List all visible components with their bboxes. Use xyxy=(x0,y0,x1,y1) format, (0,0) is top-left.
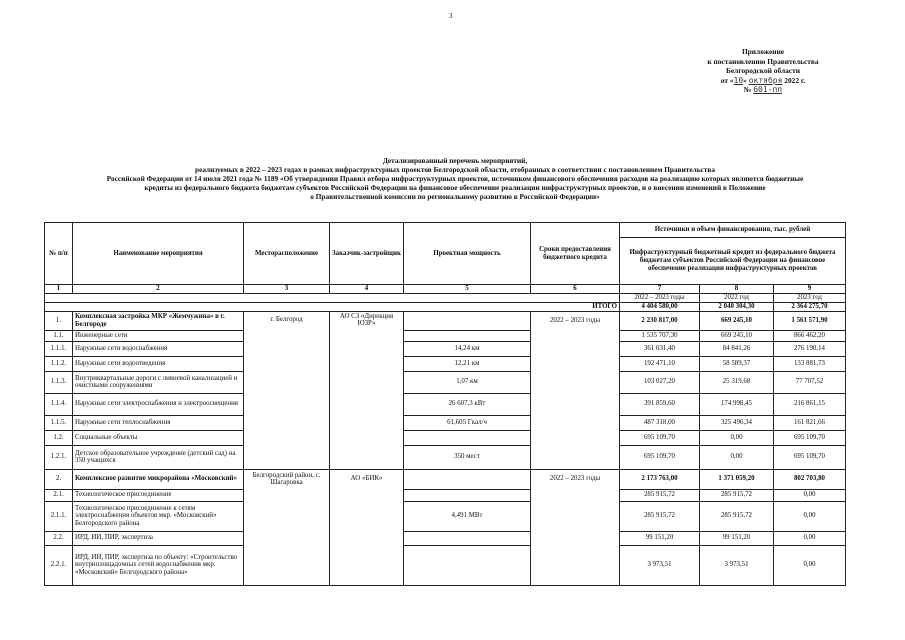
row-value: 1 535 707,30 xyxy=(620,330,700,341)
row-terms: 2022 – 2023 годы xyxy=(531,469,620,585)
row-value: 99 151,20 xyxy=(620,531,700,545)
date-day: 10 xyxy=(733,75,744,85)
row-value: 3 973,51 xyxy=(700,545,774,585)
number-prefix: № xyxy=(743,85,754,95)
row-value: 0,00 xyxy=(700,430,774,445)
row-value: 0,00 xyxy=(774,545,846,585)
row-value: 285 915,72 xyxy=(700,489,774,501)
row-name: Внутриквартальные дороги с ливневой канализацией и очистными сооружениями xyxy=(73,371,244,393)
row-value: 695 109,70 xyxy=(620,430,700,445)
total-label: ИТОГО xyxy=(45,302,620,311)
appendix-line-1: Приложение xyxy=(741,47,785,56)
col-number: 4 xyxy=(330,285,404,294)
date-prefix: от « xyxy=(720,75,734,85)
row-num: 2.1.1. xyxy=(45,501,73,531)
title-line-2: реализуемых в 2022 – 2023 годах в рамках инфраструктурных проектов Белгородской области, отобранных в соответствии с постановлением Правительства xyxy=(195,164,715,174)
row-value: 2 173 763,00 xyxy=(620,469,700,489)
row-name: Детское образовательное учреждение (детский сад) на 350 учащихся xyxy=(73,445,244,469)
table-row xyxy=(45,489,846,501)
row-value: 2 230 817,00 xyxy=(620,311,700,330)
total-value: 2 364 275,70 xyxy=(774,302,846,311)
title-line-5: о Правительственной комиссии по региональному развитию в Российской Федерации» xyxy=(310,191,600,201)
col-number: 2 xyxy=(73,285,244,294)
title-line-1: Детализированный перечень мероприятий, xyxy=(382,156,528,165)
row-value: 0,00 xyxy=(700,445,774,469)
date-month: октября xyxy=(748,75,783,85)
row-value: 216 861,15 xyxy=(774,393,846,415)
row-num: 2.2.1. xyxy=(45,545,73,585)
row-num: 2.1. xyxy=(45,489,73,501)
row-value: 77 707,52 xyxy=(774,371,846,393)
document-title xyxy=(40,157,870,202)
row-value: 133 881,73 xyxy=(774,356,846,371)
row-value: 695 109,70 xyxy=(620,445,700,469)
period-total: 2022 – 2023 годы xyxy=(620,293,700,302)
row-num: 1.2.1. xyxy=(45,445,73,469)
header-capacity: Проектная мощность xyxy=(404,223,531,285)
row-value: 361 031,40 xyxy=(620,341,700,356)
row-name: Технологическое присоединение xyxy=(73,489,244,501)
row-terms: 2022 – 2023 годы xyxy=(531,311,620,469)
row-value: 25 319,68 xyxy=(700,371,774,393)
table-row xyxy=(45,341,846,356)
row-num: 1.2. xyxy=(45,430,73,445)
row-capacity xyxy=(404,489,531,501)
row-capacity xyxy=(404,469,531,489)
table-row xyxy=(45,445,846,469)
table-row xyxy=(45,545,846,585)
row-value: 487 318,00 xyxy=(620,415,700,430)
row-num: 1.1. xyxy=(45,330,73,341)
table-row xyxy=(45,371,846,393)
title-line-4: кредиты из федерального бюджета бюджетам субъектов Российской Федерации на финансовое обеспечение реализации инфраструктурных проектов, и о внесении изменений в Положение xyxy=(144,182,766,192)
total-value: 2 040 304,30 xyxy=(700,302,774,311)
header-location: Месторасположение xyxy=(244,223,330,285)
header-terms: Сроки предоставления бюджетного кредита xyxy=(531,223,620,285)
row-capacity xyxy=(404,430,531,445)
row-capacity xyxy=(404,330,531,341)
appendix-line-3: Белгородской области xyxy=(726,66,800,76)
header-num: № п/п xyxy=(45,223,73,285)
row-value: 192 471,10 xyxy=(620,356,700,371)
header-sources: Источники и объем финансирования, тыс. рублей xyxy=(620,223,846,238)
row-capacity: 61,605 Гкал/ч xyxy=(404,415,531,430)
row-value: 276 190,14 xyxy=(774,341,846,356)
table-row xyxy=(45,430,846,445)
row-num: 1. xyxy=(45,311,73,330)
row-value: 669 245,10 xyxy=(700,330,774,341)
col-number: 1 xyxy=(45,285,73,294)
row-num: 1.1.2. xyxy=(45,356,73,371)
table-row xyxy=(45,356,846,371)
row-capacity xyxy=(404,531,531,545)
row-name: Социальные объекты xyxy=(73,430,244,445)
row-customer: АО СЗ «Дирекция ЮЗР» xyxy=(330,311,404,469)
total-value: 4 404 580,00 xyxy=(620,302,700,311)
col-number: 6 xyxy=(531,285,620,294)
document-number: 601-пп xyxy=(753,85,783,95)
periods-row xyxy=(45,293,846,302)
row-capacity: 4,491 МВт xyxy=(404,501,531,531)
row-name: Комплексное развитие микрорайона «Московский» xyxy=(73,469,244,489)
date-suffix: 2022 г. xyxy=(782,75,806,85)
row-num: 2. xyxy=(45,469,73,489)
row-num: 1.1.3. xyxy=(45,371,73,393)
row-value: 103 027,20 xyxy=(620,371,700,393)
page-number: 3 xyxy=(449,12,453,20)
col-number: 8 xyxy=(700,285,774,294)
row-name: ИРД, ИИ, ПИР, экспертиза xyxy=(73,531,244,545)
row-name: Наружные сети электроснабжения и электроосвещения xyxy=(73,393,244,415)
row-name: Наружные сети теплоснабжения xyxy=(73,415,244,430)
header-customer: Заказчик-застройщик xyxy=(330,223,404,285)
row-num: 1.1.4. xyxy=(45,393,73,415)
row-num: 1.1.1. xyxy=(45,341,73,356)
row-value: 285 915,72 xyxy=(620,501,700,531)
table-row xyxy=(45,469,846,489)
row-location: г. Белгород xyxy=(244,311,330,469)
header-name: Наименование мероприятия xyxy=(73,223,244,285)
row-capacity: 1,07 км xyxy=(404,371,531,393)
appendix-number xyxy=(690,85,836,95)
measures-table xyxy=(44,222,846,586)
column-numbers-row xyxy=(45,285,846,294)
row-value: 325 496,34 xyxy=(700,415,774,430)
col-number: 5 xyxy=(404,285,531,294)
row-capacity xyxy=(404,545,531,585)
col-number: 3 xyxy=(244,285,330,294)
row-value: 174 998,45 xyxy=(700,393,774,415)
period-2022: 2022 год xyxy=(700,293,774,302)
row-value: 58 589,37 xyxy=(700,356,774,371)
row-value: 1 371 059,20 xyxy=(700,469,774,489)
col-number: 7 xyxy=(620,285,700,294)
table-row xyxy=(45,311,846,330)
row-value: 0,00 xyxy=(774,489,846,501)
col-number: 9 xyxy=(774,285,846,294)
row-capacity xyxy=(404,311,531,330)
period-2023: 2023 год xyxy=(774,293,846,302)
row-num: 1.1.5. xyxy=(45,415,73,430)
row-value: 285 915,72 xyxy=(700,501,774,531)
row-name: Технологическое присоединение к сетям электроснабжения объектов мкр. «Московский» Белгородского района xyxy=(73,501,244,531)
row-name: Инженерные сети xyxy=(73,330,244,341)
row-value: 391 859,60 xyxy=(620,393,700,415)
title-line-3: Российской Федерации от 14 июля 2021 года № 1189 «Об утверждении Правил отбора инфраструктурных проектов, источником финансового обеспечения расходов на реализацию которых являются бюджетные xyxy=(106,173,804,183)
row-value: 0,00 xyxy=(774,501,846,531)
row-value: 866 462,20 xyxy=(774,330,846,341)
row-value: 3 973,51 xyxy=(620,545,700,585)
row-value: 0,00 xyxy=(774,531,846,545)
header-credit: Инфраструктурный бюджетный кредит из федерального бюджета бюджетам субъектов Российской Федерации на финансовое обеспечение реализации инфраструктурных проектов xyxy=(620,238,846,285)
row-num: 2.2. xyxy=(45,531,73,545)
row-capacity: 350 мест xyxy=(404,445,531,469)
table-row xyxy=(45,531,846,545)
total-row xyxy=(45,302,846,311)
row-name: Комплексная застройка МКР «Жемчужина» в г. Белгороде xyxy=(73,311,244,330)
row-location: Белгородский район, с. Шагаровка xyxy=(244,469,330,585)
row-value: 1 561 571,90 xyxy=(774,311,846,330)
row-name: ИРД, ИИ, ПИР, экспертиза по объекту: «Строительство внутриплощадочных сетей водоснабжения мкр. «Московский» Белгородского района» xyxy=(73,545,244,585)
appendix-date xyxy=(690,76,836,86)
row-value: 669 245,10 xyxy=(700,311,774,330)
row-value: 695 109,70 xyxy=(774,430,846,445)
table-row xyxy=(45,330,846,341)
row-value: 285 915,72 xyxy=(620,489,700,501)
table-row xyxy=(45,415,846,430)
row-value: 84 841,26 xyxy=(700,341,774,356)
row-capacity: 14,24 км xyxy=(404,341,531,356)
row-customer: АО «БИК» xyxy=(330,469,404,585)
row-value: 161 821,66 xyxy=(774,415,846,430)
date-mid: » xyxy=(743,75,749,85)
row-capacity: 26 607,3 кВт xyxy=(404,393,531,415)
row-value: 99 151,20 xyxy=(700,531,774,545)
table-row xyxy=(45,501,846,531)
row-capacity: 12,21 км xyxy=(404,356,531,371)
appendix-block xyxy=(690,47,836,95)
row-value: 695 109,70 xyxy=(774,445,846,469)
row-name: Наружные сети водоснабжения xyxy=(73,341,244,356)
appendix-line-2: к постановлению Правительства xyxy=(707,56,819,66)
table-row xyxy=(45,393,846,415)
row-value: 802 703,80 xyxy=(774,469,846,489)
row-name: Наружные сети водоотведения xyxy=(73,356,244,371)
